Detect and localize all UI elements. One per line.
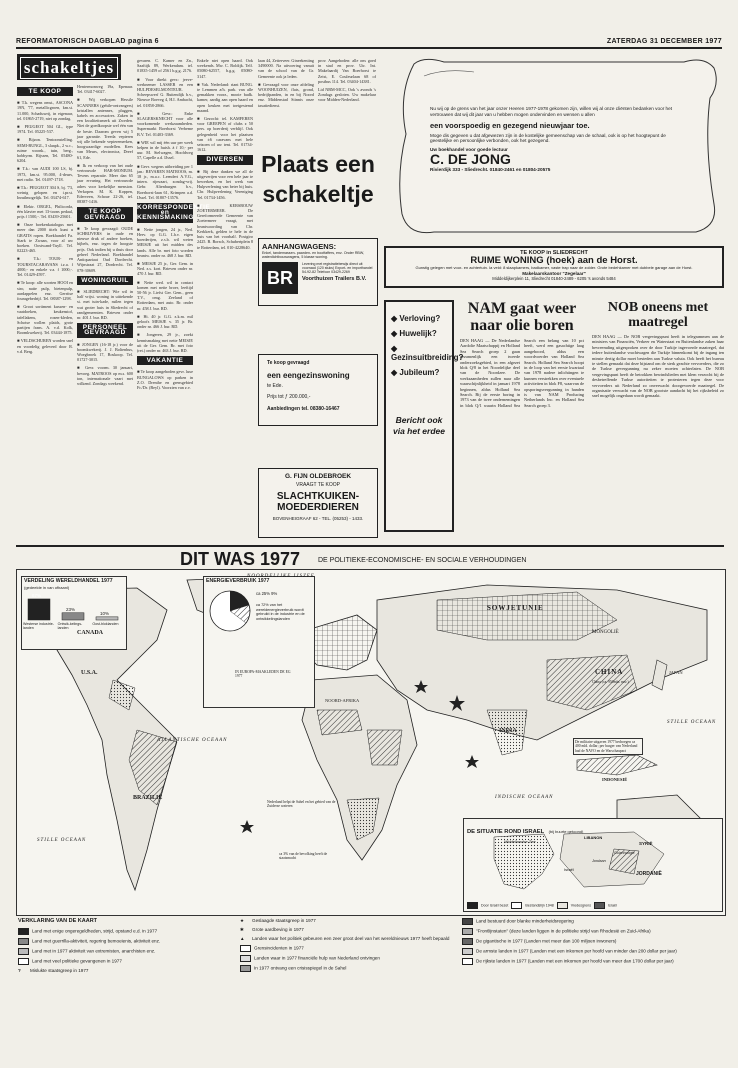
classified-item: ■ Jongeren, 29 jr., zoekt kennismaking met nette MEISJE uit de Ger. Gem. Br. met foto (ret.) onder nr. 463 J. bur. RD.: [137, 332, 193, 353]
trailer-ad-title: AANHANGWAGENS:: [262, 242, 337, 251]
announcement-item-1: ◆ Verloving?: [391, 314, 441, 323]
legend-row: ▲ Landen waar het politiek gebeuren een zeer groot deel van het wereldnieuws 1977 heeft bepaald: [240, 936, 450, 941]
israel-inset-sub: (bij buurte getoond): [548, 829, 584, 834]
legend-row: De armste landen in 1977 (Landen met een inkomen per hoofd van minder dan 200 dollar per jaar): [462, 948, 720, 955]
fijn-big: SLACHTKUIKEN-MOEDERDIEREN: [276, 491, 360, 513]
page-header-right: ZATERDAG 31 DECEMBER 1977: [606, 38, 722, 45]
section-logo-text: schakeltjes: [20, 57, 118, 79]
israel-legend: [467, 902, 617, 909]
new-year-sign: Uw boekhandel voor goede lectuur: [430, 147, 508, 153]
classified-item: ■ Ht. 40 jr. G.G. z.k.m. mil geloofs MEISJE v. 35 jr. Br. onder nr. 466 J. bur. RD.: [137, 313, 193, 330]
question-mark-icon: ?: [18, 968, 21, 973]
house-wanted-contact: Aanbiedingen tel. 08380-16467: [267, 406, 340, 412]
house-for-sale-detail: Gunstig gelegen met voor- en achtertuin. Ia veld: 8 slaapkamers, badkamer, vaste trap naar de zolder. Grote bedehkamer met dubbele garage aan de Horst.: [415, 265, 693, 270]
section-head-te-koop: TE KOOP: [17, 87, 73, 96]
ocean-label: STILLE OCEAAN: [667, 720, 717, 725]
classified-item: ■ T.k. wegens omst., ASCONA 19N, '77, metallicgroen, km.st. 11.000, Schaduwrij, in eigenaar, tel. 01865-2719, niet op zondag.: [17, 100, 73, 121]
trade-label: Westerse industrie-landen: [23, 622, 54, 631]
map-subtitle: DE POLITIEKE-ECONOMISCHE- EN SOCIALE VERHOUDINGEN: [318, 557, 527, 564]
classified-item: ■ Gezocht: tel. KAMFEREN voor GREEPEN of clubs z 50 pers. op boerderij verblijf. Ook gelegenheid voor het plaatsen van ±6 caravans met hele seizoen of uw tent. Tel. 01734-1612.: [197, 116, 253, 153]
israel-place: SYRIË: [639, 841, 653, 846]
section-head-correspondentie: KORRESPONDENTIE en KENNISMAKING: [137, 204, 211, 222]
new-year-ad: [384, 54, 724, 238]
legend-row: Land bestuurd door blanke minderheidsregering: [462, 918, 720, 925]
classified-item: Lid NBM-MCC, Ook 's avonds 's Zondags gesloten. Uw makelaar voor Midden-Nederland.: [318, 87, 376, 103]
article-nam-headline: NAM gaat weer naar olie boren: [467, 300, 577, 334]
region-label: CHINA: [595, 668, 624, 676]
article-nam-body: DEN HAAG — De Nederlandse Aardolie Maatschappij en Holland Sea Search groep 2 gaan gezamenlijk een tweede onderzoeksgebied, in een afgezet blok Q/8 in het Noordelijke deel van de Noordzee. De werkzaamheden zullen naar alle waarschijnlijkheid in januari 1978 beginnen, aldus Holland Sea Search. Bij de eerste boring in 1973 van de twee ondernemingen in blok Q/1 waarin Holland Sea Search een belang van 10 pct heeft, werd een gasachtige laag aangeboord, aldus een woordvoerder van Holland Sea Search. Holland Sea Search hoopt in de loop van het eerste kwartaal van 1978 nadere inlichtingen te kunnen verstrekken over eventuele activiteiten in blok F8, waarvan de opsporingsvergunning in handen is van NAM Producing Netherlands Inc. en Holland Sea Search groep 3.: [460, 338, 585, 408]
header-rule: [16, 47, 722, 49]
article-nam: [460, 300, 584, 532]
classified-item: Hentermonweg 19a, Epenaar. Tel. 03417-6027.: [77, 84, 133, 95]
energy-pct: ca 25% 9%: [256, 591, 278, 596]
classified-item: ■ Te koop: alle soorten HOOI en stro, natte pulp, bietenpulp, aardappelen enz. Gerritse fouragebedrijf. Tel. 08387-1298.: [17, 280, 73, 301]
legend-row: Land met guerrilla-aktiviteit, regering bemoeienis, aktiviteit enz.: [18, 938, 228, 945]
legend-swatch-icon: [18, 958, 29, 965]
annotation-europe: IN EUROPA-MAAKLEDEN DE EG 1977: [235, 670, 291, 679]
legend-swatch-icon: [462, 948, 473, 955]
ad-schakeltje: schakeltje: [262, 181, 374, 207]
news-icon: ▲: [240, 936, 245, 941]
house-wanted-place: te Ede.: [267, 383, 283, 389]
region-label: SOWJETUNIE: [487, 604, 544, 612]
legend-swatch-icon: [240, 955, 251, 962]
legend-row: Land met in 1977 aktiviteit van extremisten, anarchisten enz.: [18, 948, 228, 955]
legend-row: In 1977 ontvang een crisisspiegel in de Sahel: [240, 965, 450, 972]
legend-swatch-icon: [18, 938, 29, 945]
trade-value-label: 10%: [100, 610, 110, 616]
ad-plaats-een: Plaats een: [261, 151, 375, 177]
trailer-ad-name: Voorthuizen Trailers B.V.: [302, 275, 367, 282]
house-wanted-ad: [258, 354, 378, 426]
classified-item: ■ Ik en verkoop van het oude vertrouwde HAR-MONIUM. Tevens reparatie. Meer dan 65 jaar ervaring. Het vertrouwde adres voor kerkelijke mension. Verkopen. M. K. Koppen, Ederveen, Schoae 22-26, tel. 08387-1416.: [77, 162, 133, 205]
classified-item: ■ MEISJE 25 jr., Ger. Gem. in Ned. z.s. kort. Brieven onder nr. 470 J. bur. RD.: [137, 260, 193, 277]
annotation-china: China (ca. 950mln. mw.): [592, 680, 629, 684]
israel-place: Jordaan: [592, 859, 606, 863]
classified-item: prov. Aangeboden: alle ons goed in stad en prov. Utr. Int. Makelaardij Van Boerhorst te Zeist, E. Couleurlaan 68 of postbus 114. Tel. 03404-14381.: [318, 58, 376, 84]
trade-chart: [21, 576, 127, 650]
region-label: U.S.A.: [81, 670, 98, 676]
announcement-item-2: ◆ Huwelijk?: [391, 329, 437, 338]
house-for-sale-address: Middeldijkerplein 11, Sliedrecht 01840-2489 - 6205 's avonds 5484: [492, 275, 616, 281]
israel-legend-item: Door Israël bezet: [481, 903, 509, 908]
plaats-een-schakeltje-ad: [258, 150, 378, 230]
announcement-item-4: ◆ Jubileum?: [391, 368, 440, 377]
section-head-woningruil: WONINGRUIL: [77, 276, 133, 285]
legend-swatch-icon: [462, 958, 473, 965]
region-label: JAPAN: [669, 670, 683, 675]
energy-chart: [203, 576, 315, 708]
classified-item: ■ Wij verkopen Hessile SCANNERS (gehile-ontvangers) kristallen antennes, pluggen, kabels en accessoires. Zaken in een kwaliteitsmerk uit Zweden. Niet de goedkoopste wel één van de beste. Daarom geven wij 5 jaar garantie. Treeda vepieren wij alle bekende vepieremerken, hoogwaardige modellen. Kees van Meurs, electronica, Dreef 61, Ede.: [77, 97, 133, 160]
new-year-name: C. DE JONG: [430, 151, 511, 168]
article-nob-body: DEN HAAG — De NOB vergevingspunt heeft in telegrammen aan de ministers van Financiën, Verkeer en Waterstaat en Buitenlandse zaken haar bevreemding uitgesproken over de door Turkije ingevoerde maatregel, dat iedere buitenlandse vrachtwagen die Turkije binnenkomt bij de ingang ten minste dertig dollar moet besteden aan Turkse valuta. Ook heeft het bureau te stellen gemaakt dat deze bijstand om de sterk geachte vervoerders, die zo de Turkse gevergunning nu zeker moeten achterlaten. De NOB vergevingspunt heeft de betrokken bewindslieden met klem verzocht bij de desbetreffende Turkse autoriteiten te protesteren tegen deze voor vervoerders uit Nederland zo onverwacht doorgevoerde maatregel. De organisatie verwacht van de NOB grootste aandacht bij het rijksbeleid zo snel mogelijk ongedaan wordt gemaakt.: [592, 334, 724, 399]
house-wanted-head: Te koop gevraagd: [267, 360, 310, 366]
israel-place: LIBANON: [584, 835, 603, 840]
new-year-address: Rivierdijk 333 - Sliedrecht. 01840-2461 en 01804-20575: [430, 167, 551, 173]
classified-item: ■ Elektr. ORGEL, Philicorda, één klavier met 13-toons pedaal, prijs f 1500,-. Tel. 03439-25601.: [17, 203, 73, 220]
page-header-left: REFORMATORISCH DAGBLAD pagina 6: [16, 38, 159, 45]
israel-place: Israël: [564, 867, 574, 872]
region-label: NOORD-AFRIKA: [325, 698, 360, 703]
trailer-ad-detail: Levering met registratiebewijs direct uit voorraad (120 stuks) Export- en importhandel 54-92-82 Telefoon 03429-2269: [302, 261, 373, 275]
legend-swatch-icon: [240, 965, 251, 972]
trade-bar: [28, 599, 50, 620]
legend-row: ✱ Grote aardbeving in 1977: [240, 927, 304, 932]
classified-item: ■ Vak. Nederland: riant BUNG. te Lemmen a/h. park. van alle gemakken voorz., mooie badk. kamer, aardig aan open haard en open keuken met toetgestemd maand.: [197, 81, 253, 113]
trade-bar: [96, 617, 118, 620]
classified-item: ■ Gevr.: Enke SLAGERSKNECHT voor alle voorkomende werkzaamheden. Supermarkt Boerhorst Verbeme B.V. Tel. 01403-3369.: [137, 110, 193, 137]
classified-item: ■ Bijzon. Tentoonstelling. SEMI-BUNGL, 3 slaapk., 2 w.c., ruime woonk., tuin, berg., hobbyrm. Rijssen, Tel. 05480-6204.: [17, 137, 73, 164]
trailer-logo: [262, 262, 298, 294]
region-label: CANADA: [77, 630, 103, 636]
classified-item: ■ Bij deze danken we all de uitgeverijen voor een hele jaar te bewerken, en het werk van Hulpverlening van beter bij huis. Chr. Hulpverlening Vereniging Tel. 01734-1456.: [197, 168, 253, 200]
trade-value-label: 67%: [32, 592, 42, 598]
fijn-head: G. FIJN OLDEBROEK: [284, 473, 352, 480]
trade-chart-plot: [22, 590, 124, 622]
legend-row: Landen waar in 1977 financiële hulp van Nederland ontvingen: [240, 955, 450, 962]
star-icon: ★: [240, 918, 245, 923]
house-for-sale-ad: [384, 246, 724, 288]
israel-legend-item: Israël: [608, 903, 617, 908]
section-head-diversen: DIVERSEN: [197, 155, 253, 164]
world-map: [16, 569, 726, 916]
legend-row: De gigantische in 1977 (Landen met meer dan 100 miljoen inwoners): [462, 938, 720, 945]
classified-item: ■ Onze boekenkatalogus met meer dan 2000 titels kunt u GRATIS ropen. Boekhandel Fa. Stark te Zwaan, voor al uw boeken. Oostwand-Tuyll. Tel. 02223-465.: [17, 222, 73, 254]
classified-item: ■ JONGEN (16-18 jr.) voor de boomkwekerij. J. J. Boltenbus, Woegbroek 17, Boskoop. Tel. 01727-3015.: [77, 341, 133, 363]
trailer-ad: [258, 238, 378, 306]
trade-label: Oost-bloklanden: [92, 622, 119, 626]
energy-chart-title: ENERGIEVERBRUIK 1977: [206, 578, 270, 584]
classified-item: Enkele niet open haard. Ook weekends. Mw. C. Boldijk. Telf. 05080-62557, b.g.g. 05080-3147.: [197, 58, 253, 79]
legend-swatch-icon: [462, 938, 473, 945]
ocean-label: ATLANTISCHE OCEAAN: [157, 738, 228, 743]
region-label: MONGOLIË: [592, 630, 619, 635]
legend-row: Land met veel politieke gevangenen in 1977: [18, 958, 228, 965]
israel-legend-item: Vredesgrens: [570, 903, 591, 908]
region-label: INDONESIË: [602, 777, 628, 782]
classified-column-5: [258, 58, 314, 120]
article-nob-headline: NOB oneens met maatregel: [607, 300, 709, 330]
earthquake-icon: ✱: [240, 927, 244, 932]
announcement-ad: [384, 300, 464, 532]
classified-item: ■ SLIEDRECHT: Wie wil in half vrijst. woning in uittekende st. met tuin-kade, ruilen tegen wat groter huis in Sliedrecht of randgemeenten. Brieven onder nr. 401 J. bur. RD.: [77, 288, 133, 320]
trailer-logo-text: BR: [267, 267, 293, 288]
new-year-wish: een voorspoedig en gezegend nieuwjaar toe.: [430, 120, 590, 130]
annotation-military: De militaire uitgaven 1977 bedroegen ca 400 mld. dollar; per burger van Nederland had de NAVO en de Warschaupact: [573, 738, 643, 755]
legend-swatch-icon: [18, 928, 29, 935]
trailer-ad-sub: Enkel, tandemassen- paarden- en bootfaffers, enz. Onder RBW, waterdichtbouwwagens, 5 klasse woning.: [262, 251, 365, 260]
legend-row: Grensincidenten in 1977: [240, 945, 450, 952]
classified-item: ■ Gevr. voorm. 30 januari, bevoeg. MATROOS op m.s. 600 ton, internationale vaart met wilkend. Zondags weekend.: [77, 365, 133, 386]
classified-column-4: [197, 58, 253, 546]
annotation-rhodesia: ca 3% van de bevolking heeft de staatsmacht: [279, 852, 328, 861]
classified-column-1: [17, 84, 73, 546]
classified-item: ■ WIE wil mij één uur per week helpen in de huish. à f 10,- per uur. M. Stelwagen, Hoofdweg 57, Capelle a.d. IJssel.: [137, 139, 193, 161]
article-nob: [592, 300, 724, 532]
legend-row: De rijkste landen in 1977 (Landen met een inkomen per hoofd van meer dan 1700 dollar per jaar): [462, 958, 720, 965]
classified-item: ■ PEUGEOT 504 GL, type 1974. Tel. 05225-537.: [17, 124, 73, 135]
energy-text: ca 72% van het wereldenergieverbruik wordt gebruikt in de industrie en de ontwikkelingslanden: [256, 603, 305, 621]
israel-inset: [463, 818, 723, 912]
announcement-item-3: ◆ Gezinsuitbreiding?: [391, 344, 464, 362]
map-title: DIT WAS 1977: [180, 549, 301, 569]
classified-item: ■ Groot sortiment kussen- en vaatdoeken, keukenstof, tafellakens, rozen-kleden, Schotse wollen plaids, grote partijen frans. A. v.d. Kolk, Boomkwekerij. Tel. 03444-1875.: [17, 304, 73, 336]
classified-item: ■ Gevraagd voor onze afdeling WOONHUIZEN, flats, grond, bedrijfpanden, in en bij Noord enz. Middenstad Stinnis onze taxatiedienst.: [258, 81, 314, 108]
house-wanted-big: een eengezinswoning: [267, 371, 350, 380]
ocean-label: INDISCHE OCEAAN: [495, 795, 554, 800]
house-for-sale-broker: Makelaarskantoor "Zegelaar": [522, 270, 586, 276]
ocean-label: STILLE OCEAAN: [37, 838, 87, 843]
classified-column-6: [318, 58, 376, 120]
classified-item: ■ Gevr. wegens uitbreiding per 1 jan.: BEVAREN MATROOS, m. 18 jr., m.a.c. Leendert A.V.G., intern. rijnvaart, zondag-vrij. Gebr. Altenburgen b.v., Boerhorst-laan 61, Krimpen a.d. IJssel. Tel. 01807-13576.: [137, 163, 193, 200]
map-legend: [18, 918, 722, 1026]
classified-item: gevaren. C. Kamer en Zn., Saaftijk 89, Werkendam. tel. 01835-1459 of 2561 b.g.g. 2176.: [137, 58, 193, 74]
legend-swatch-icon: [462, 928, 473, 935]
region-label: INDIA: [499, 728, 517, 734]
trade-value-label: 23%: [66, 606, 76, 612]
trade-label: Ontwik-kelings-landen: [57, 622, 83, 631]
house-wanted-price: Prijs tot ƒ 200.000,-: [267, 394, 311, 400]
legend-swatch-icon: [240, 945, 251, 952]
trade-chart-sub: (gedeelde in van ofhaanl): [24, 585, 70, 590]
classified-item: ■ Te koop gevraagd: OUDE SCHRIJVERS in oude en nieuwe druk of andere boeken, bijbels, enz. tegen de hoogste prijs. Ook indien bij u thuis door geheel Nederland. Boekhandel Antiquariaat Oud Dordrecht. Wijnstraat 27, Dordrecht. Tel. 078-30609.: [77, 225, 133, 273]
section-head-vakantie: VAKANTIE: [137, 356, 193, 365]
classified-item: ■ Nette jongen, 24 jr., Ned. Herv. op G.G. Lh.v. eigen boerderijen, z.s.b. wil weten MEISJE uit het midden des lands. Alle br. met foto worden beantw. onder nr. 468 J. bur. RD.: [137, 226, 193, 258]
legend-row: Land met enige ongeregeldheden, strijd, opstand e.d. in 1977: [18, 928, 228, 935]
fold-rule: [16, 545, 724, 547]
classified-item: ■ T.k.: van AUDI 100 LS, bj. 1973, km.st. 95.000, 4-deurs, met radio. Tel. 01497-1718.: [17, 166, 73, 182]
classified-column-3: [137, 58, 211, 546]
section-logo: [17, 54, 121, 80]
fijn-addr: BOVENHEIGRAAF 62 - TEL. (05253) - 1433.: [272, 516, 364, 521]
energy-pie: [208, 589, 252, 633]
ocean-label: NOORDELIJKE IJSZEE: [247, 574, 315, 579]
house-for-sale-top: TE KOOP in SLIEDRECHT: [520, 250, 588, 256]
fijn-sub: VRAAGT TE KOOP: [296, 482, 340, 488]
legend-row: ? Mislukte staatsgreep in 1977: [18, 968, 89, 973]
announcement-footer: Bericht ook via het erdee: [393, 415, 445, 436]
map-legend-title: VERKLARING VAN DE KAART: [18, 918, 98, 924]
israel-inset-title: DE SITUATIE ROND ISRAEL: [467, 829, 545, 835]
section-head-te-koop-gevraagd: TE KOOP GEVRAAGD: [77, 207, 133, 221]
classified-item: ■ T.k.: TOUR- en TOURSTACARAVANS i.z.a. f 4000,- en enkele v.a. f 1000,-. Tel. 01429-4597.: [17, 256, 73, 278]
classified-item: laan 44, Zetterveer. Gineekeniing 3490000. Na uitvoering vanuit van de school van de Gr. Gemeente ook ja leden.: [258, 58, 314, 79]
new-year-message-2: Moge dis gegeven u dat afgewezen zijn in de kostelijke gemeenschap van de schaal, ook is op het hoogtepunt de geestelijke en persoonlijke verbonden, ook het gezegend.: [430, 132, 666, 144]
legend-swatch-icon: [462, 918, 473, 925]
classified-item: ■ Voor direkt gevr.: jeeve-werknemer LASSER en een HULPDESELMONTEUR. Scheepswerf G. Buitendijk b.v., Nieuwe Boeveg 4, H.I. Ambacht, tel. 01858-2866.: [137, 76, 193, 108]
region-label: BRAZILIË: [133, 795, 163, 801]
classified-item: ■ Te koop aangeboden gevr. luxe BUNGALOWS op parken in Z.O. Drenthe en grensgebied Fr./Dr. (Beyl). Voorzien van z.v.: [137, 369, 193, 390]
israel-legend-item: Bestandslijn 1948: [525, 903, 554, 908]
classified-item: ■ Nette wed. wil in contact komen met nette broer, leeftijd 50-56 jr. Liefst Ger. Gem., geen T.V., omg. Zeeland of Rotterdam, met auto. Br. onder nr. 458 J. bur. RD.: [137, 279, 193, 311]
legend-row: ★ Geslaagde staatsgreep in 1977: [240, 918, 316, 923]
trade-bar: [62, 613, 84, 620]
classified-item: ■ T.k.: PEUGEOT 304 S, bj. '73, weinig gelopen en i.pr.st. Inruilmogelijk. Tel. 03474-617.: [17, 185, 73, 201]
annotation-aid: Nederland helpt de Sahel en het gebied van de Zuiderse wateren: [267, 800, 336, 809]
legend-row: "Frontlijnstaten" (deze landen liggen in de politieke strijd van Rhodesië en Zuid-Afrika): [462, 928, 720, 935]
classified-item: ■ KERSBOUW ZOETERMEER. De Gereformeerde Gemeente van Zoetermeer vraagt, met beantwoording van Chr. Kerkkerk, gelden te hele in de huis van het voorhalf. Postgiro 2425. B. Borsch, Schubertplein 8 te Rotterdam, tel. 010-4228640.: [197, 202, 253, 250]
classified-item: ■ VELDSCHUREN worden snel en voordelig geleverd door R. v.d. Berg.: [17, 338, 73, 354]
israel-place: Middellandse Zee: [504, 839, 536, 844]
fijn-oldebroek-ad: [258, 468, 378, 538]
legend-swatch-icon: [18, 948, 29, 955]
house-for-sale-big: RUIME WONING (hoek) aan de Horst.: [470, 255, 638, 266]
new-year-message: Nu wij op de grens van het jaar onzer Heeren 1977-1978 gekomen zijn, willen wij al onze cliënten bedanken voor het vertrouwen dat wij dit jaar van u hebben mogen ondervinden en wensen u allen: [430, 106, 673, 117]
israel-place: Golanhoogte: [614, 851, 635, 855]
israel-place: JORDANIË: [636, 871, 662, 877]
trade-chart-title: VERDELING WERELDHANDEL 1977: [24, 578, 113, 584]
classified-column-2: [77, 84, 133, 546]
section-head-personeel: PERSONEEL GEVRAAGD: [77, 323, 133, 337]
